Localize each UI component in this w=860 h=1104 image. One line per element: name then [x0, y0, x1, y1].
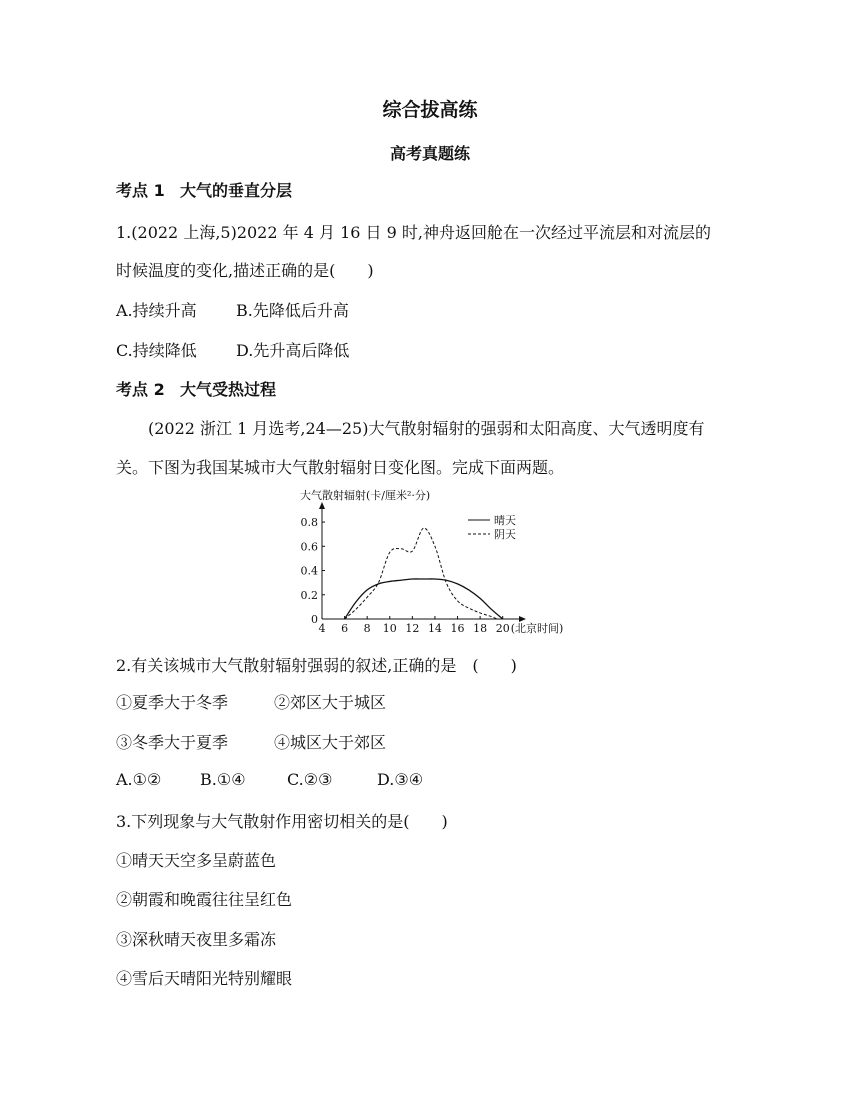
q3-statement-3: ③深秋晴天夜里多霜冻	[116, 930, 277, 949]
y-tick-label: 0.6	[300, 540, 318, 554]
x-tick-label: 16	[450, 622, 465, 635]
section-label: 考点 2	[116, 380, 165, 399]
x-axis-label: (北京时间)	[510, 622, 564, 635]
intro-line2: 关。下图为我国某城市大气散射辐射日变化图。完成下面两题。	[116, 458, 565, 477]
q2-statements-row2	[116, 730, 386, 753]
page-title: 综合拔高练	[382, 99, 478, 121]
x-tick-label: 20	[495, 622, 510, 635]
series-line-cloudy	[345, 528, 497, 619]
legend-label: 阴天	[494, 528, 516, 541]
q3-stem: 3.下列现象与大气散射作用密切相关的是( )	[116, 812, 448, 831]
q2-option-c[interactable]: C.②③	[287, 770, 333, 789]
chart-ylabel: 大气散射辐射(卡/厘米²·分)	[300, 489, 431, 502]
q1-stem-line1: 1.(2022 上海,5)2022 年 4 月 16 日 9 时,神舟返回舱在一次经过平流层和对流层的	[116, 223, 711, 242]
q1-options-row1	[116, 298, 349, 321]
q1-options-row2	[116, 338, 349, 361]
q3-statement-4: ④雪后天晴阳光特别耀眼	[116, 969, 293, 988]
q3-statement-2: ②朝霞和晚霞往往呈红色	[116, 890, 293, 909]
x-tick-label: 6	[341, 622, 349, 635]
legend-label: 晴天	[494, 514, 516, 527]
section-label: 考点 1	[116, 181, 165, 200]
section-name: 大气的垂直分层	[180, 181, 293, 200]
radiation-chart	[294, 486, 574, 638]
q2-options	[116, 770, 423, 789]
q1-option-a[interactable]: A.持续升高	[116, 301, 197, 320]
chart-svg	[294, 486, 574, 638]
y-tick-label: 0	[311, 613, 318, 626]
q3-statement-1: ①晴天天空多呈蔚蓝色	[116, 851, 277, 870]
x-tick-label: 8	[363, 622, 371, 635]
chart-ticks	[301, 516, 564, 635]
x-tick-label: 18	[473, 622, 488, 635]
chart-legend	[468, 513, 516, 541]
q2-statement-1: ①夏季大于冬季	[116, 693, 229, 712]
y-tick-label: 0.4	[300, 564, 318, 578]
q1-option-d[interactable]: D.先升高后降低	[236, 341, 350, 360]
intro-line1: (2022 浙江 1 月选考,24—25)大气散射辐射的强弱和太阳高度、大气透明度有	[148, 419, 705, 438]
y-axis-arrow	[319, 502, 325, 509]
q2-option-a[interactable]: A.①②	[116, 770, 162, 789]
y-tick-label: 0.2	[300, 588, 318, 602]
q2-statements-row1	[116, 690, 386, 713]
q1-option-b[interactable]: B.先降低后升高	[236, 301, 349, 320]
q2-statement-2: ②郊区大于城区	[274, 693, 387, 712]
chart-series	[345, 528, 503, 619]
x-tick-label: 14	[427, 622, 442, 635]
x-tick-label: 12	[405, 622, 420, 635]
q2-stem: 2.有关该城市大气散射辐射强弱的叙述,正确的是 ( )	[116, 656, 517, 675]
q2-statement-3: ③冬季大于夏季	[116, 733, 229, 752]
x-tick-label: 4	[318, 622, 326, 635]
section-heading-2	[116, 377, 276, 400]
series-line-sunny	[345, 579, 503, 619]
x-tick-label: 10	[382, 622, 397, 635]
q2-option-d[interactable]: D.③④	[377, 770, 424, 789]
q1-stem-line2: 时候温度的变化,描述正确的是( )	[116, 261, 374, 280]
q2-statement-4: ④城区大于郊区	[274, 733, 387, 752]
page-subtitle: 高考真题练	[389, 144, 470, 163]
section-heading-1	[116, 178, 292, 201]
y-tick-label: 0.8	[300, 516, 318, 530]
section-name: 大气受热过程	[180, 380, 277, 399]
q1-option-c[interactable]: C.持续降低	[116, 341, 197, 360]
q2-option-b[interactable]: B.①④	[200, 770, 246, 789]
